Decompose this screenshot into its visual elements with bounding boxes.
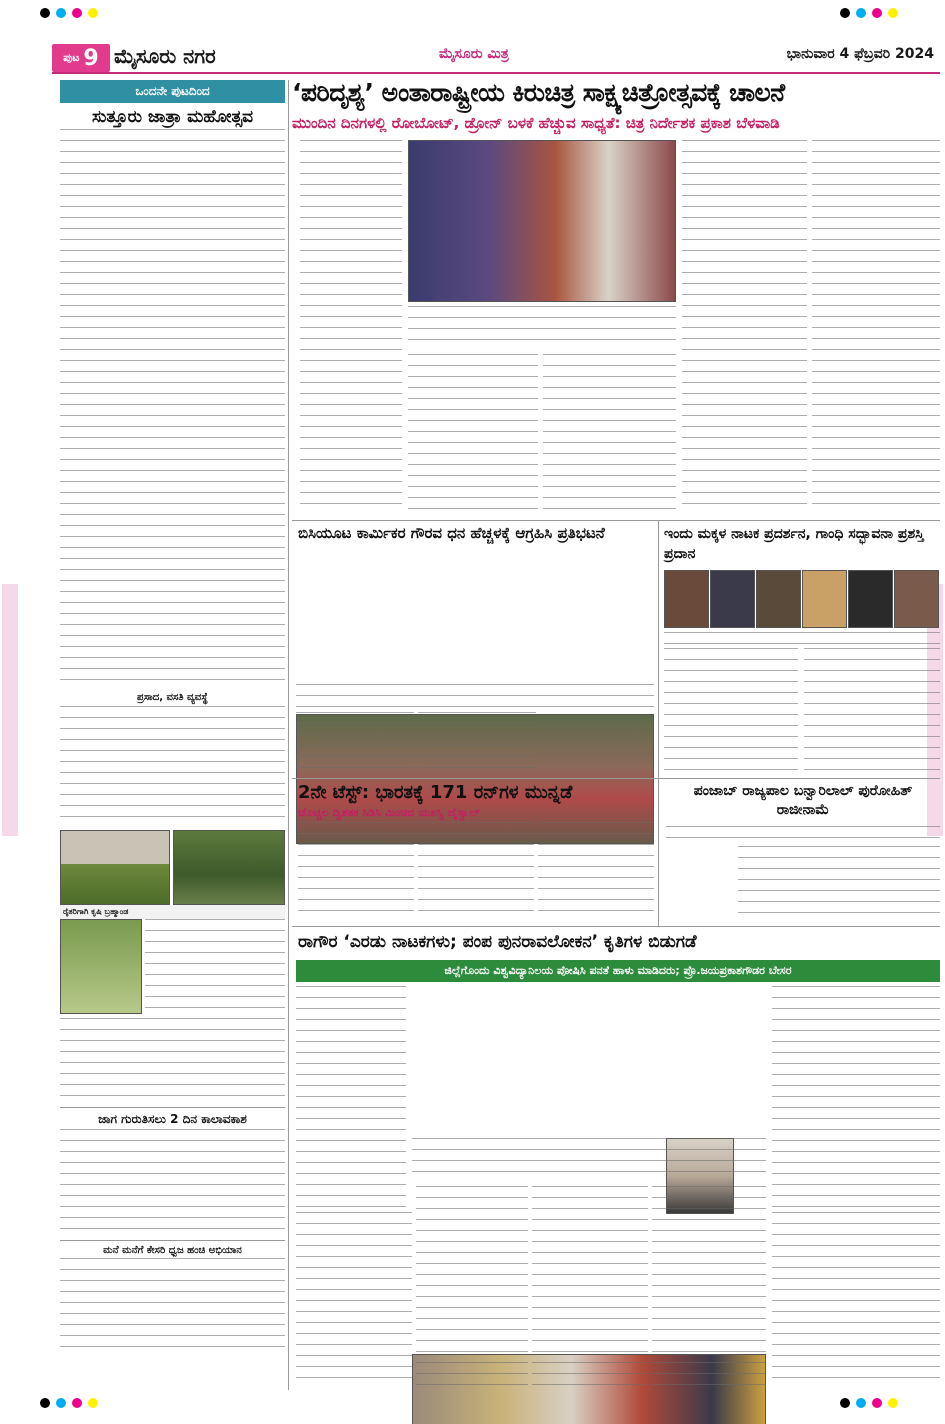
governor-body-top [666,826,940,844]
left-column [60,80,285,1348]
book-headline: ರಾಗೌರ ‘ಎರಡು ನಾಟಕಗಳು; ಪಂಪ ಪುನರಾವಲೋಕನ’ ಕೃತಿಗಳ ಬಿಡುಗಡೆ [298,932,697,952]
lead-bottom-rule [292,520,940,521]
book-body-6 [772,1212,940,1388]
lead-body-col-4 [682,140,807,510]
drama-headline: ಇಂದು ಮಕ್ಕಳ ನಾಟಕ ಪ್ರದರ್ಶನ, ಗಾಂಧಿ ಸದ್ಭಾವನಾ ಪ್ರಶಸ್ತಿ ಪ್ರದಾನ [664,526,924,562]
continued-strip: ಒಂದನೇ ಪುಟದಿಂದ [60,80,285,103]
photo-caption: ರೈತರಿಗಾಗಿ ಕೃಷಿ ಬ್ರಹ್ಮಾಂಡ [60,905,285,919]
lead-headline: ‘ಪರಿದೃಶ್ಯ’ ಅಂತಾರಾಷ್ಟ್ರೀಯ ಕಿರುಚಿತ್ರ ಸಾಕ್ಷ್ಯಚಿತ್ರೋತ್ಸವಕ್ಕೆ ಚಾಲನೆ [292,78,785,107]
portrait-2 [710,570,755,628]
cricket-body-3 [538,822,654,912]
book-body-5 [652,1186,766,1388]
lead-body-col-3 [543,354,676,510]
portrait-5 [848,570,893,628]
jatra-headline: ಸುತ್ತೂರು ಜಾತ್ರಾ ಮಹೋತ್ಸವ [91,107,254,127]
left-margin-band [2,80,18,1340]
cricket-body-1 [298,822,414,912]
garden-sculpture-photo [173,830,285,905]
protest-body-1 [296,712,414,772]
deadline-headline: ಜಾಗ ಗುರುತಿಸಲು 2 ದಿನ ಕಾಲಾವಕಾಶ [60,1107,285,1129]
protest-headline: ಬಿಸಿಯೂಟ ಕಾರ್ಮಿಕರ ಗೌರವ ಧನ ಹೆಚ್ಚಳಕ್ಕೆ ಆಗ್ರಹಿಸಿ ಪ್ರತಿಭಟನೆ [298,524,605,542]
print-registration-marks-top [0,8,945,26]
portrait-names [664,632,940,644]
lead-photo-caption [408,306,676,350]
column-divider [288,80,289,1390]
drama-body-1 [664,648,798,774]
portrait-3 [756,570,801,628]
protest-drama-divider [658,520,659,778]
lead-body-col-5 [812,140,940,510]
section-title: ಮೈಸೂರು ನಗರ [114,44,216,68]
jatra-body-text [60,129,285,689]
issue-date: ಭಾನುವಾರ 4 ಫೆಬ್ರವರಿ 2024 [786,46,934,62]
jatra-body-text-2 [60,706,285,826]
lead-body-col-1 [300,140,402,510]
book-subheadline: ಜಿಲ್ಲೆಗೊಂದು ವಿಶ್ವವಿದ್ಯಾನಿಲಯ ಪೋಷಿಸಿ ಪನತೆ ಹಾಳು ಮಾಡಿದರು; ಪ್ರೊ.ಜಯಪ್ರಕಾಶಗೌಡರ ಬೇಸರ [296,960,940,982]
jatra-subhead: ಪ್ರಸಾದ, ವಸತಿ ವ್ಯವಸ್ಥೆ [137,692,208,703]
protest-caption [296,684,654,710]
book-photo-caption [412,1138,766,1182]
governor-headline: ಪಂಜಾಬ್ ರಾಜ್ಯಪಾಲ ಬನ್ವಾರಿಲಾಲ್ ಪುರೋಹಿತ್ ರಾಜೀನಾಮೆ [693,783,913,818]
portrait-4 [802,570,847,628]
page-label: ಪುಟ [63,51,80,64]
book-body-2 [296,1212,412,1388]
caption-body-text [145,919,285,1014]
page-number-box [52,44,110,72]
cricket-body-2 [418,822,534,912]
page-number: 9 [83,45,99,71]
cricket-governor-divider [658,778,659,926]
book-body-3 [416,1186,528,1388]
governor-body [738,846,940,922]
mid-rule [292,778,940,779]
lead-body-col-2 [408,354,538,510]
book-top-rule [292,926,940,927]
protest-body-2 [418,712,536,772]
lead-subheadline: ಮುಂದಿನ ದಿನಗಳಲ್ಲಿ ರೋಬೋಟ್, ಡ್ರೋನ್ ಬಳಕೆ ಹೆಚ್ಚುವ ಸಾಧ್ಯತೆ: ಚಿತ್ರ ನಿರ್ದೇಶಕ ಪ್ರಕಾಶ ಬೆಳವಾಡಿ [292,114,780,132]
book-body-4 [532,1186,648,1388]
agri-body-text [60,1018,285,1104]
cricket-subheadline: ಚೊಚ್ಚಲ ದ್ವಿಶತಕ ಸಿಡಿಸಿ ಮಿಂಚಿದ ಯಶಸ್ವಿ ಜೈಸ್ವಾಲ್ [298,806,480,819]
drama-body-2 [804,648,940,774]
cricket-headline: 2ನೇ ಟೆಸ್ಟ್: ಭಾರತಕ್ಕೆ 171 ರನ್‌ಗಳ ಮುನ್ನಡೆ [298,782,573,803]
newspaper-name: ಮೈಸೂರು ಮಿತ್ರ [439,46,509,62]
lead-inauguration-photo [408,140,676,302]
deadline-body-text [60,1129,285,1234]
cattle-statue-photo [60,830,170,905]
vegetable-plot-photo [60,919,142,1014]
flag-campaign-headline: ಮನೆ ಮನೆಗೆ ಕೇಸರಿ ಧ್ವಜ ಹಂಚಿ ಅಭಿಯಾನ [60,1240,285,1258]
header-rule [52,72,940,74]
book-body-1 [296,986,406,1208]
portrait-6 [894,570,939,628]
page-header [52,40,940,74]
portrait-1 [664,570,709,628]
flag-campaign-body-text [60,1258,285,1348]
book-body-right [772,986,940,1208]
